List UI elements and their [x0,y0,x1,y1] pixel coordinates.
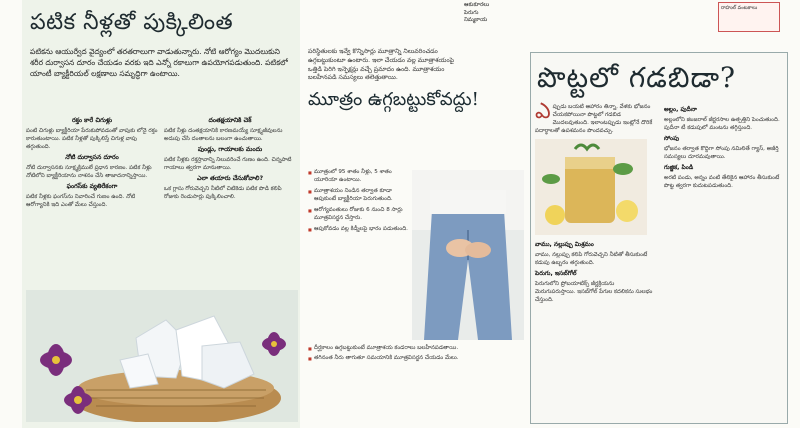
alum-crystals-photo [26,290,298,422]
list-item: ■ మూత్రాశయం నిండిన తర్వాత కూడా ఆపుకుంటే బ్యాక్టీరియా పెరుగుతుంది. [308,187,408,203]
list-item: నిమ్మకాయ [464,17,488,23]
alum-columns [26,114,296,294]
list-item: ■ దీర్ఘకాలం ఉగ్గబట్టుకుంటే మూత్రాశయ కండరాలు బలహీనపడతాయి. [308,344,524,352]
alum-subheading: ఫంగస్‌కు వ్యతిరేకంగా [66,183,118,190]
alum-paragraph: పంటి చిగుళ్లు బ్యాక్టీరియా పేరుకుపోవడంతో వాపుకు లోనై రక్తం కారుతుంటాయి. పటిక నీళ్లతో పుక్కిలిస్తే చిగుళ్ల వాపు తగ్గుతుంది. [26,128,158,150]
alum-paragraph: నోటి దుర్వాసనకు సూక్ష్మక్రిములే ప్రధాన కారణం. పటిక నీళ్లు నోటిలోని బ్యాక్టీరియాను నాశనం చేసి తాజాదనాన్నిస్తాయి. [26,165,152,179]
stomach-title: పొట్టలో గడబిడా? [537,61,737,94]
alum-title: పటిక నీళ్లతో పుక్కిలింత [30,10,234,35]
stomach-paragraph: అల్లంలోని జింజరాల్ జీర్ణరసాల ఉత్పత్తిని పెంచుతుంది. పుదీనా టీ కడుపులో మంటను తగ్గిస్తుంది. [664,117,780,131]
stomach-columns [535,99,785,307]
list-item: ■ మూత్రంలో 95 శాతం నీళ్లు, 5 శాతం యూరియా ఉంటాయి. [308,168,408,184]
urine-bottom-notes [308,344,524,364]
stomach-paragraph: ప్పుడు బయటి ఆహారం తిన్నా, వేళకు భోజనం చేయకపోయినా పొట్టలో గడబిడ మొదలవుతుంది. ఇలాంటప్పుడు ఇంట్లోనే దొరికే పదార్థాలతో ఉపశమనం పొందవచ్చు. [535,104,653,134]
right-top-strip [530,0,788,36]
stomach-paragraph: భోజనం తర్వాత కొద్దిగా సోంపు నమిలితే గ్యాస్, అజీర్తి సమస్యలు దూరమవుతాయి. [664,146,779,160]
urine-intro: పరిస్థితులకు ఇవ్వే కొన్నిసార్లు మూత్రాన్ని నిలువరించడం ఉగ్గబట్టుకుంటూ ఉంటారు. ఇలా చేయడం వల్ల మూత్రాశయంపై ఒత్తిడి పెరిగి ఇన్ఫెక్షన్లు వచ్చే ప్రమాదం ఉంది. మూత్రాశయం బలహీనపడి సమస్యలు తలెత్తుతాయి. [308,48,455,82]
stomach-subheading: గుజ్జిక, పిండి [664,164,694,171]
stomach-column-1 [535,99,656,307]
list-item: ■ ఆరోగ్యవంతులు రోజుకు 6 నుంచి 8 సార్లు మూత్రవిసర్జన చేస్తారు. [308,206,408,222]
stomach-subheading: అల్లం, పుదీనా [664,106,697,113]
stomach-paragraph: అరటి పండు, అన్నం వంటి తేలికైన ఆహారం తీసుకుంటే పొట్ట త్వరగా కుదుటపడుతుంది. [664,175,780,189]
list-item: పెరుగు [464,9,479,16]
alum-column-2 [164,114,296,294]
urine-title: మూత్రం ఉగ్గబట్టుకోవద్దు! [308,89,479,111]
urine-photo [412,170,524,340]
list-item: ఆకుకూరలు [464,2,490,8]
alum-paragraph: పటిక నీళ్లు దంతక్షయానికి కారణమయ్యే సూక్ష్మజీవులను అదుపు చేసి దంతాలను బలంగా ఉంచుతాయి. [164,128,283,142]
alum-lead: పటికను ఆయుర్వేద వైద్యంలో తరతరాలుగా వాడుతున్నారు. నోటి ఆరోగ్యం మొదలుకుని శరీర దుర్వాసన దూరం చేయడం వరకు ఇది ఎన్నో రకాలుగా ఉపయోగపడుతుంది. పటికలో యాంటీ బ్యాక్టీరియల్ లక్షణాలు సమృద్ధిగా ఉంటాయి. [30,47,288,78]
stomach-paragraph: వాము, నల్లుప్పు కలిపి గోరువెచ్చని నీటితో తీసుకుంటే కడుపు ఉబ్బరం తగ్గుతుంది. [535,252,648,266]
alum-subheading: రక్తం కారే చిగుళ్లు [71,117,113,124]
herbal-tea-photo [535,139,647,235]
alum-subheading: పుండ్లు, గాయాలకు మందు [197,146,263,153]
drop-cap: ఎ [535,99,551,124]
middle-top-row [308,0,524,83]
alum-paragraph: పటిక నీళ్లకు రక్తస్రావాన్ని నిలువరించే గుణం ఉంది. చిన్నపాటి గాయాలు త్వరగా మానుతాయి. [164,157,292,171]
alum-subheading: నోటి దుర్వాసన దూరం [65,154,119,161]
list-item: ■ తగినంత నీరు తాగుతూ సమయానికి మూత్రవిసర్జన చేయడం మేలు. [308,354,524,362]
alum-subheading: దంతక్షయానికి చెక్ [208,117,252,124]
columnist-badge: రాహుల్ వంటకాలు [718,2,780,32]
urine-article [308,0,524,428]
alum-paragraph: పటిక నీళ్లకు ఫంగస్‌ను నివారించే గుణం ఉంది. నోటి ఆరోగ్యానికి ఇది ఎంతో మేలు చేస్తుంది. [26,194,136,208]
alum-article [22,0,300,428]
list-item: ■ ఆపుకోవడం వల్ల కిడ్నీలపై భారం పడుతుంది. [308,225,408,233]
stomach-subheading: సోంపు [664,135,680,142]
stomach-subheading: పెరుగు, ఇసబ్‌గోల్ [535,270,577,277]
alum-paragraph: ఒక గ్లాసు గోరువెచ్చని నీటిలో చిటికెడు పటిక పొడి కలిపి రోజుకు రెండుసార్లు పుక్కిలించాలి. [164,186,282,200]
stomach-subheading: వాము, నల్లుప్పు మిశ్రమం [535,241,594,248]
stomach-paragraph: పెరుగులోని ప్రోబయాటిక్స్ జీర్ణక్రియను మెరుగుపరుస్తాయి. ఇసబ్‌గోల్ పేగుల కదలికను సులభం చేస్తుంది. [535,281,653,303]
stomach-column-2 [664,103,785,307]
food-list [464,2,524,83]
urine-bullets [308,168,408,236]
stomach-intro [535,99,656,135]
alum-column-1 [26,114,158,294]
alum-subheading: ఎలా తయారు చేసుకోవాలి? [196,175,264,182]
stomach-article [530,52,788,424]
